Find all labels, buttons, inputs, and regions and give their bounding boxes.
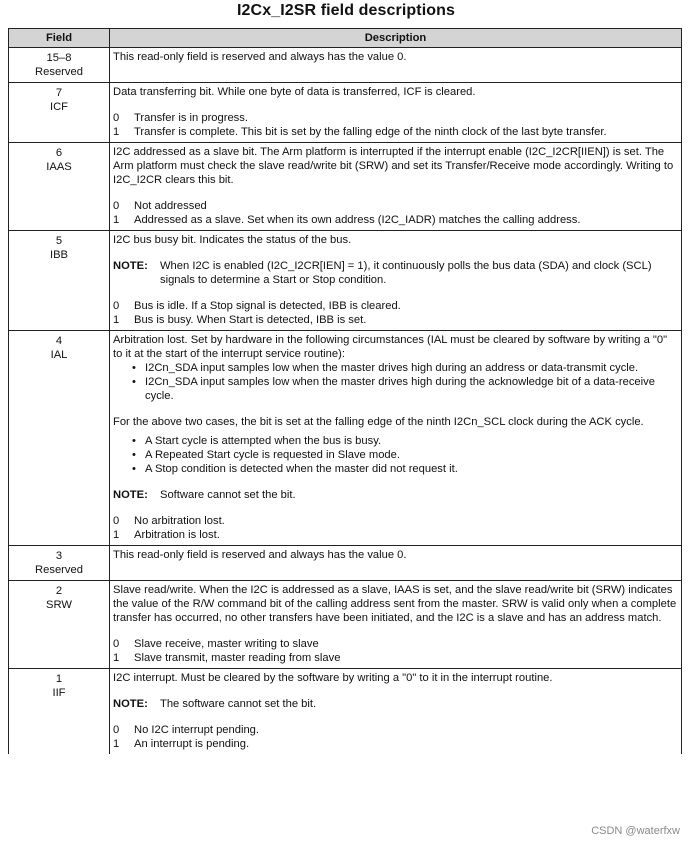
value-text: Slave transmit, master reading from slave <box>134 652 341 664</box>
value-text: Bus is idle. If a Stop signal is detected, IBB is cleared. <box>134 300 401 312</box>
note-text: When I2C is enabled (I2C_I2CR[IEN] = 1), it continuously polls the bus data (SDA) and clock (SCL) signals to determine a Start or Stop condition. <box>160 260 652 286</box>
description-text: Arbitration lost. Set by hardware in the following circumstances (IAL must be cleared by software by writing a "0" to it at the start of the interrupt service routine): <box>113 334 668 360</box>
value-key: 1 <box>113 214 120 226</box>
bullet-text: I2Cn_SDA input samples low when the master drives high during an address or data-transmit cycle. <box>145 362 639 374</box>
description-text: Data transferring bit. While one byte of data is transferred, ICF is cleared. <box>113 86 476 98</box>
value-item <box>113 199 678 213</box>
value-key: 0 <box>113 638 120 650</box>
bullet-item <box>132 375 678 403</box>
value-key: 1 <box>113 738 120 750</box>
value-key: 1 <box>113 652 120 664</box>
field-bits: 7 <box>55 87 63 99</box>
field-name: ICF <box>49 101 69 113</box>
description-cell <box>110 231 682 331</box>
field-bits: 15–8 <box>46 52 72 64</box>
description-cell <box>110 48 682 83</box>
field-cell <box>9 143 110 231</box>
value-key: 1 <box>113 314 120 326</box>
note <box>113 259 678 287</box>
table-row <box>9 83 682 143</box>
description-text: I2C interrupt. Must be cleared by the software by writing a "0" to it in the interrupt routine. <box>113 672 553 684</box>
bullet-icon: • <box>132 435 136 447</box>
value-item <box>113 299 678 313</box>
value-item <box>113 313 678 327</box>
field-name: IIF <box>52 687 66 699</box>
value-item <box>113 637 678 651</box>
value-key: 0 <box>113 200 120 212</box>
value-text: Slave receive, master writing to slave <box>134 638 319 650</box>
field-cell <box>9 231 110 331</box>
field-column-header: Field <box>9 29 110 48</box>
field-cell <box>9 669 110 755</box>
field-name: IBB <box>49 249 69 261</box>
note <box>113 697 678 711</box>
bullet-text: A Stop condition is detected when the master did not request it. <box>145 463 458 475</box>
note-text: Software cannot set the bit. <box>160 489 296 501</box>
field-name: SRW <box>46 599 72 611</box>
value-item <box>113 125 678 139</box>
header-row <box>9 29 682 48</box>
table-title: I2Cx_I2SR field descriptions <box>237 2 455 19</box>
bullet-icon: • <box>132 463 136 475</box>
value-item <box>113 723 678 737</box>
value-text: Transfer is complete. This bit is set by the falling edge of the ninth clock of the last byte transfer. <box>134 126 607 138</box>
description-cell <box>110 546 682 581</box>
table-row <box>9 231 682 331</box>
note-label: NOTE: <box>113 489 148 501</box>
table-row <box>9 546 682 581</box>
value-text: An interrupt is pending. <box>134 738 250 750</box>
table-row <box>9 48 682 83</box>
description-text: This read-only field is reserved and always has the value 0. <box>113 51 407 63</box>
table-row <box>9 669 682 755</box>
bullet-item <box>132 448 678 462</box>
field-name: IAL <box>50 349 68 361</box>
table-row <box>9 143 682 231</box>
value-item <box>113 514 678 528</box>
value-text: Addressed as a slave. Set when its own address (I2C_IADR) matches the calling address. <box>134 214 581 226</box>
description-cell <box>110 143 682 231</box>
bullet-list <box>113 434 678 476</box>
value-item <box>113 651 678 665</box>
field-bits: 6 <box>55 147 63 159</box>
description-column-header: Description <box>110 29 682 48</box>
field-descriptions-table <box>8 28 682 754</box>
field-bits: 3 <box>55 550 63 562</box>
value-item <box>113 528 678 542</box>
watermark: CSDN @waterfxw <box>591 825 680 837</box>
value-key: 0 <box>113 112 120 124</box>
description-cell <box>110 331 682 546</box>
field-cell <box>9 83 110 143</box>
value-list <box>113 637 678 665</box>
description-cell <box>110 669 682 755</box>
description-cell <box>110 83 682 143</box>
note-text: The software cannot set the bit. <box>160 698 317 710</box>
field-bits: 1 <box>55 673 63 685</box>
value-text: Arbitration is lost. <box>134 529 220 541</box>
value-key: 1 <box>113 126 120 138</box>
value-list <box>113 111 678 139</box>
bullet-list <box>113 361 678 403</box>
field-name: IAAS <box>46 161 72 173</box>
table-row <box>9 581 682 669</box>
value-text: No I2C interrupt pending. <box>134 724 260 736</box>
bullet-icon: • <box>132 376 136 388</box>
field-bits: 4 <box>55 335 63 347</box>
field-cell <box>9 331 110 546</box>
note-label: NOTE: <box>113 260 148 272</box>
description-cell <box>110 581 682 669</box>
field-cell <box>9 546 110 581</box>
note-label: NOTE: <box>113 698 148 710</box>
value-key: 1 <box>113 529 120 541</box>
value-item <box>113 213 678 227</box>
value-list <box>113 723 678 751</box>
bullet-text: I2Cn_SDA input samples low when the master drives high during the acknowledge bit of a data-receive cycle. <box>145 376 655 402</box>
bullet-item <box>132 361 678 375</box>
field-name: Reserved <box>35 66 83 78</box>
bullet-item <box>132 462 678 476</box>
value-text: Not addressed <box>134 200 207 212</box>
bullet-icon: • <box>132 362 136 374</box>
description-text: Slave read/write. When the I2C is addressed as a slave, IAAS is set, and the slave read/write bit (SRW) indicates the value of the R/W command bit of the calling address sent from the master. SRW is valid only when a complete transfer has occurred, no other transfers have been initiated, and the I2C is a slave and has an address match. <box>113 584 677 624</box>
value-item <box>113 737 678 751</box>
bullet-icon: • <box>132 449 136 461</box>
value-text: Bus is busy. When Start is detected, IBB is set. <box>134 314 367 326</box>
field-cell <box>9 581 110 669</box>
description-text: I2C bus busy bit. Indicates the status of the bus. <box>113 234 352 246</box>
bullet-item <box>132 434 678 448</box>
value-list <box>113 514 678 542</box>
value-key: 0 <box>113 300 120 312</box>
field-name: Reserved <box>35 564 83 576</box>
value-list <box>113 199 678 227</box>
bullet-text: A Start cycle is attempted when the bus is busy. <box>145 435 382 447</box>
value-item <box>113 111 678 125</box>
value-list <box>113 299 678 327</box>
description-text: This read-only field is reserved and always has the value 0. <box>113 549 407 561</box>
field-bits: 2 <box>55 585 63 597</box>
field-cell <box>9 48 110 83</box>
table-row <box>9 331 682 546</box>
field-bits: 5 <box>55 235 63 247</box>
value-text: No arbitration lost. <box>134 515 225 527</box>
bullet-text: A Repeated Start cycle is requested in Slave mode. <box>145 449 400 461</box>
value-text: Transfer is in progress. <box>134 112 248 124</box>
note <box>113 488 678 502</box>
value-key: 0 <box>113 724 120 736</box>
description-text: I2C addressed as a slave bit. The Arm platform is interrupted if the interrupt enable (I2C_I2CR[IIEN]) is set. The Arm platform must check the slave read/write bit (SRW) and set its Transfer/Receive mode accordingly. Writing to I2C_I2CR clears this bit. <box>113 146 674 186</box>
description-text-2: For the above two cases, the bit is set at the falling edge of the ninth I2Cn_SCL clock during the ACK cycle. <box>113 416 644 428</box>
value-key: 0 <box>113 515 120 527</box>
